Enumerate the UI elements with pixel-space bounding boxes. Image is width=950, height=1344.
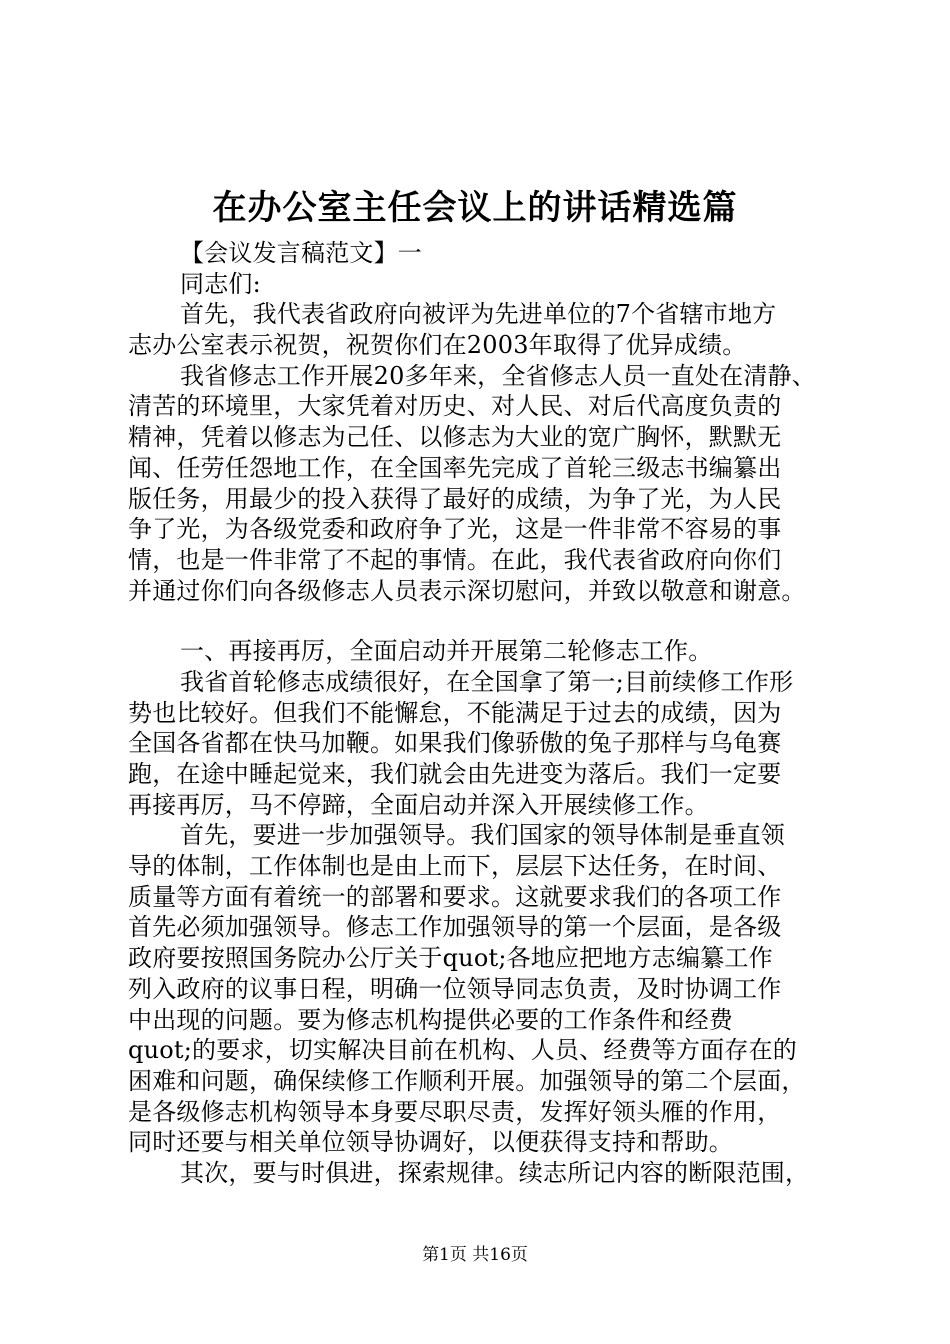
text-line: 争了光，为各级党委和政府争了光，这是一件非常不容易的事 xyxy=(128,515,782,544)
text-line: 情，也是一件非常了不起的事情。在此，我代表省政府向你们 xyxy=(128,545,782,574)
document-title: 在办公室主任会议上的讲话精选篇 xyxy=(212,188,738,228)
section-heading: 一、再接再厉，全面启动并开展第二轮修志工作。 xyxy=(180,637,713,666)
text-line: 闻、任劳任怨地工作，在全国率先完成了首轮三级志书编纂出 xyxy=(128,453,782,482)
text-line: 其次，要与时俱进，探索规律。续志所记内容的断限范围， xyxy=(180,1158,810,1187)
text-line: 首先必须加强领导。修志工作加强领导的第一个层面，是各级 xyxy=(128,913,782,942)
text-line: 我省修志工作开展20多年来，全省修志人员一直处在清静、 xyxy=(180,361,816,390)
text-line: quot;的要求，切实解决目前在机构、人员、经费等方面存在的 xyxy=(128,1036,797,1065)
page-footer: 第1页 共16页 xyxy=(422,1245,528,1265)
text-line: 同时还要与相关单位领导协调好，以便获得支持和帮助。 xyxy=(128,1128,733,1157)
document-body xyxy=(128,238,853,1189)
text-line: 政府要按照国务院办公厅关于quot;各地应把地方志编纂工作 xyxy=(128,944,773,973)
salutation: 同志们: xyxy=(180,269,261,298)
text-line: 导的体制，工作体制也是由上而下，层层下达任务，在时间、 xyxy=(128,852,782,881)
text-line: 志办公室表示祝贺，祝贺你们在2003年取得了优异成绩。 xyxy=(128,331,747,360)
text-line: 跑，在途中睡起觉来，我们就会由先进变为落后。我们一定要 xyxy=(128,760,782,788)
text-line: 中出现的问题。要为修志机构提供必要的工作条件和经费 xyxy=(128,1005,733,1034)
paragraph-gap xyxy=(128,606,853,636)
text-line: 势也比较好。但我们不能懈怠，不能满足于过去的成绩，因为 xyxy=(128,698,782,727)
text-line: 首先，要进一步加强领导。我们国家的领导体制是垂直领 xyxy=(180,821,785,850)
text-line: 全国各省都在快马加鞭。如果我们像骄傲的兔子那样与乌龟赛 xyxy=(128,729,782,758)
text-line: 首先，我代表省政府向被评为先进单位的7个省辖市地方 xyxy=(180,300,777,329)
text-line: 版任务，用最少的投入获得了最好的成绩，为争了光，为人民 xyxy=(128,484,782,513)
text-line: 困难和问题，确保续修工作顺利开展。加强领导的第二个层面， xyxy=(128,1066,806,1095)
text-line: 是各级修志机构领导本身要尽职尽责，发挥好领头雁的作用， xyxy=(128,1097,782,1126)
text-line: 列入政府的议事日程，明确一位领导同志负责，及时协调工作 xyxy=(128,974,782,1003)
text-line: 精神，凭着以修志为己任、以修志为大业的宽广胸怀，默默无 xyxy=(128,423,782,452)
section-heading: 【会议发言稿范文】一 xyxy=(180,239,422,267)
text-line: 再接再厉，马不停蹄，全面启动并深入开展续修工作。 xyxy=(128,790,709,819)
text-line: 我省首轮修志成绩很好，在全国拿了第一;目前续修工作形 xyxy=(180,667,794,696)
text-line: 质量等方面有着统一的部署和要求。这就要求我们的各项工作 xyxy=(128,882,782,911)
text-line: 并通过你们向各级修志人员表示深切慰问，并致以敬意和谢意。 xyxy=(128,576,806,605)
text-line: 清苦的环境里，大家凭着对历史、对人民、对后代高度负责的 xyxy=(128,392,782,421)
